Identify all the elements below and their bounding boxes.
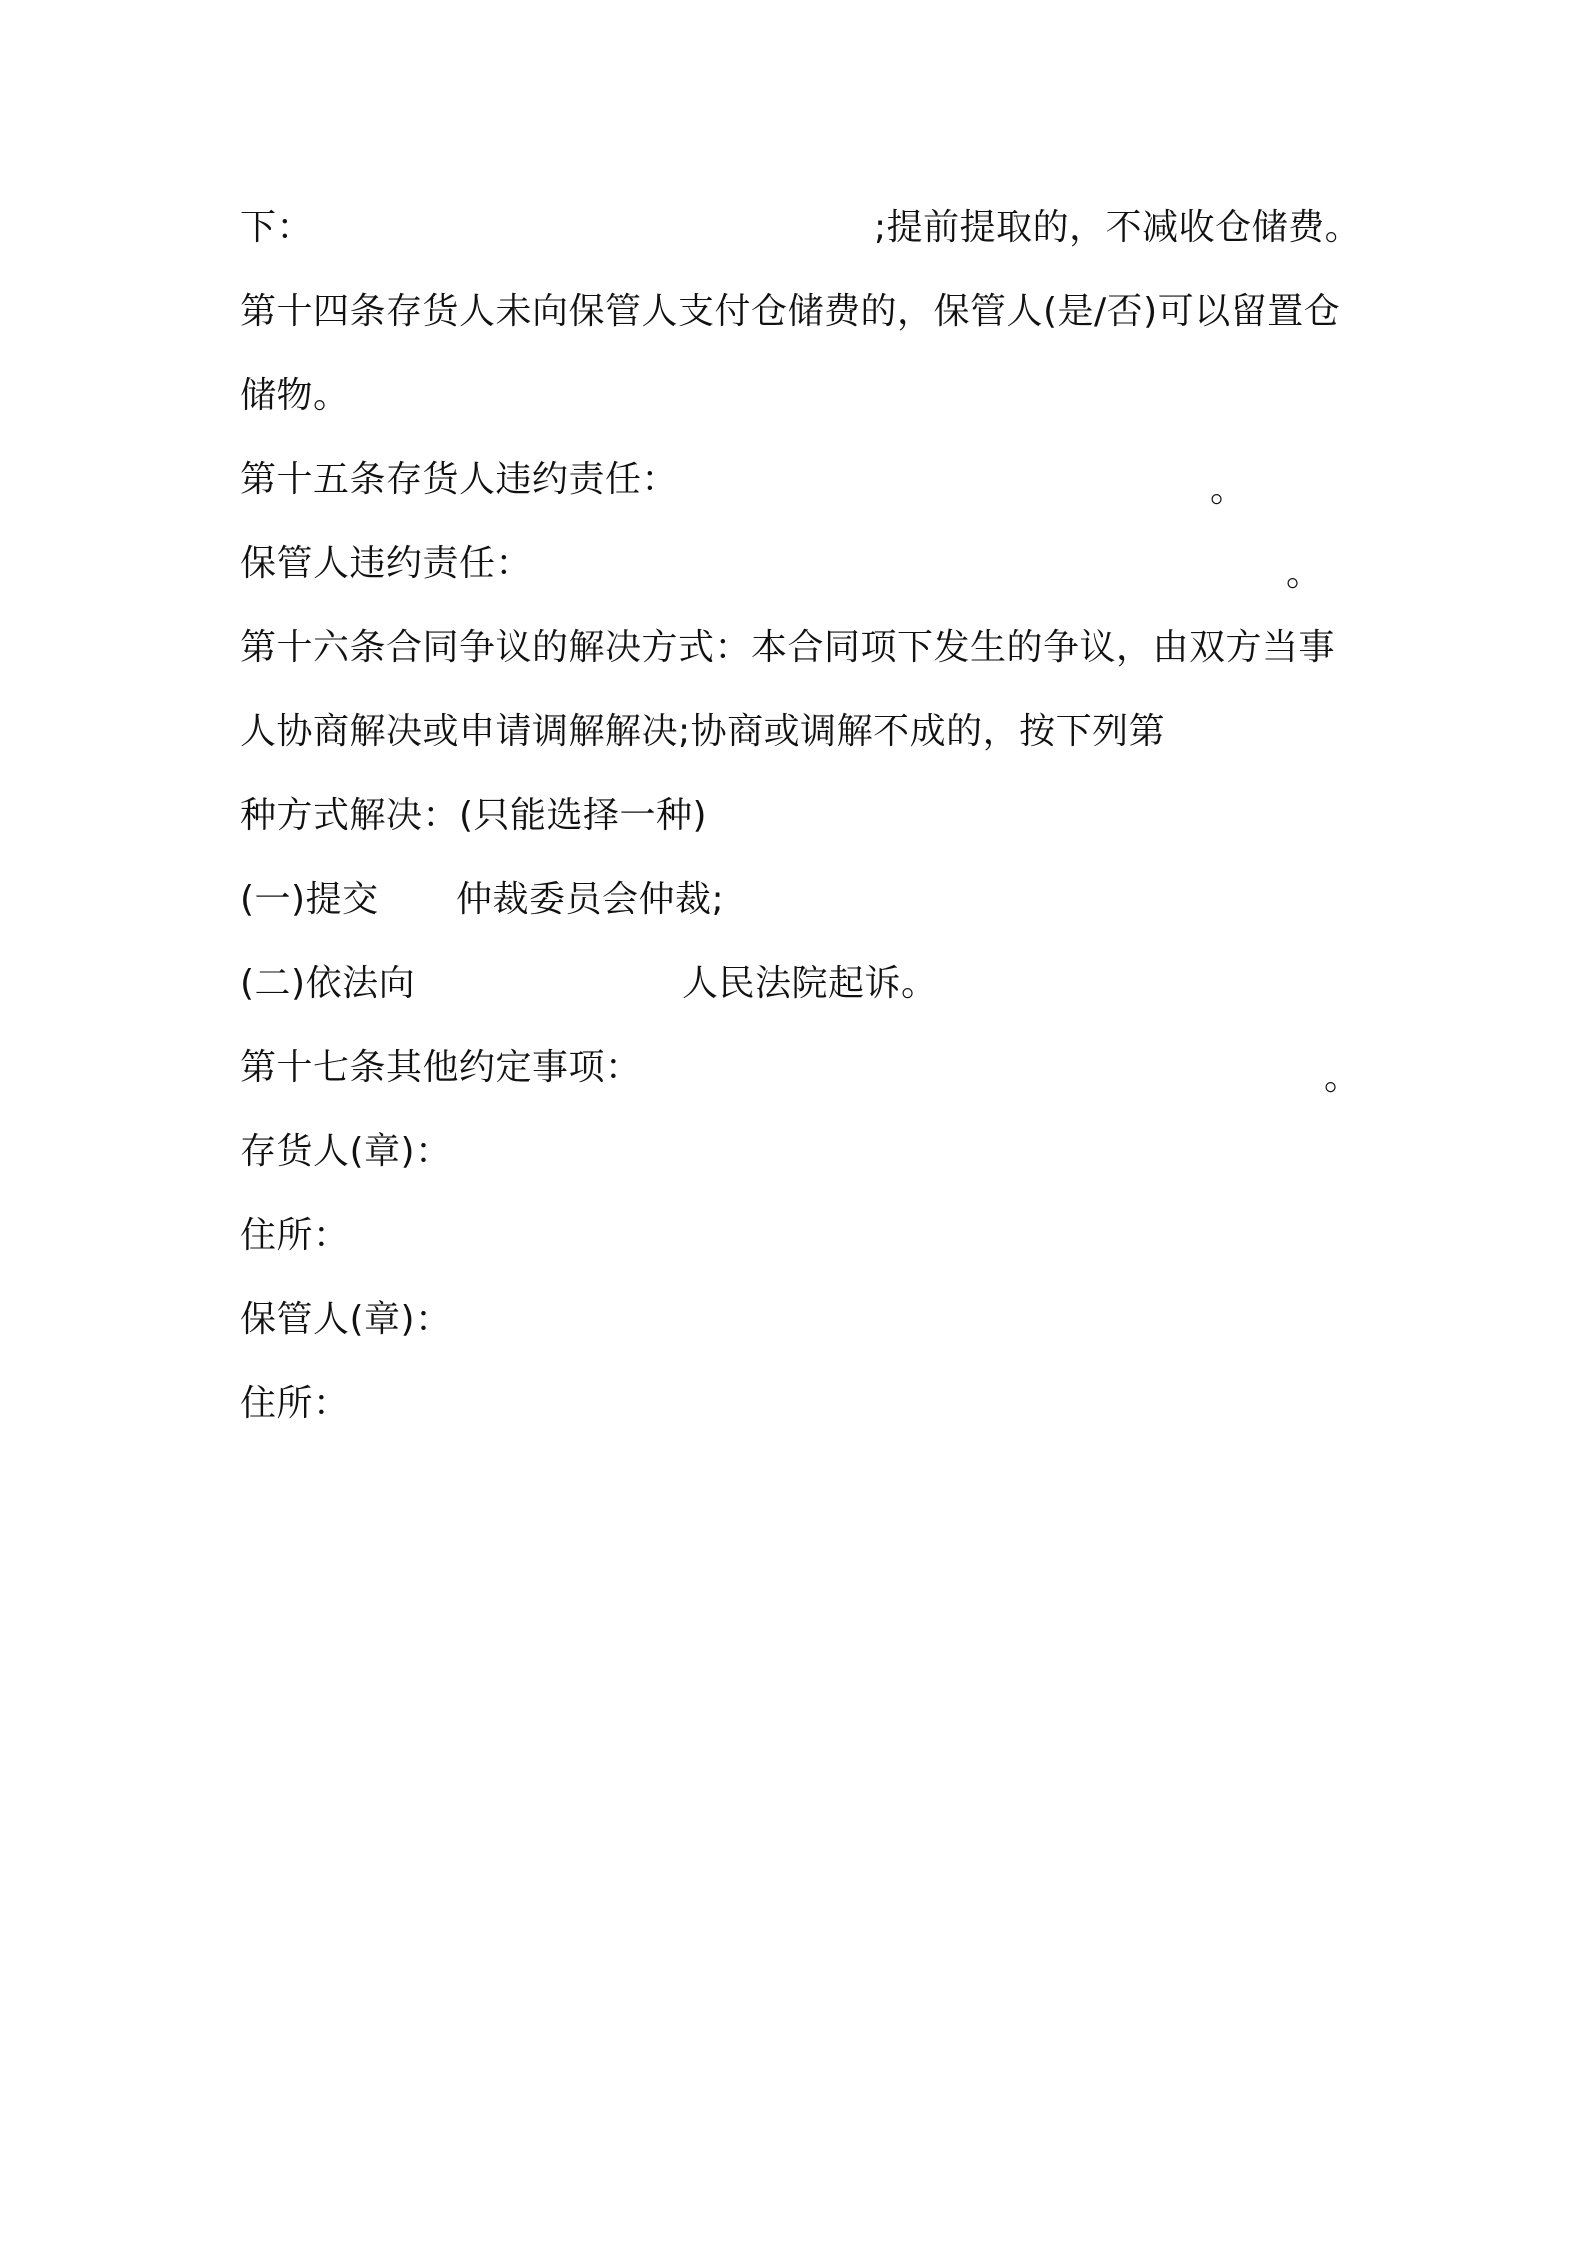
text-segment: 下： [240, 207, 314, 248]
text-segment: (二)依法向 [240, 963, 416, 1004]
text-segment: 人民法院起诉。 [682, 963, 938, 1004]
text-segment: 保管人(章)： [240, 1299, 452, 1340]
text-segment: 。 [1286, 553, 1323, 594]
text-segment: (一)提交 [240, 879, 379, 920]
text-segment: 住所： [240, 1215, 350, 1256]
text-segment: 保管人违约责任： [240, 543, 533, 584]
text-segment: 住所： [240, 1383, 350, 1424]
text-segment: 仲裁委员会仲裁; [456, 879, 725, 920]
text-segment: 第十六条合同争议的解决方式：本合同项下发生的争议，由双方当事 [240, 627, 1336, 668]
text-segment: 。 [1324, 1057, 1361, 1098]
text-segment: 种方式解决：(只能选择一种) [240, 795, 708, 836]
text-segment: 第十七条其他约定事项： [240, 1047, 642, 1088]
text-segment: 。 [1210, 469, 1247, 510]
text-segment: 第十五条存货人违约责任： [240, 459, 679, 500]
text-segment: 人协商解决或申请调解解决;协商或调解不成的，按下列第 [240, 711, 1166, 752]
text-segment: 第十四条存货人未向保管人支付仓储费的，保管人(是/否)可以留置仓 [240, 291, 1341, 332]
text-segment: 储物。 [240, 375, 350, 416]
text-segment: 存货人(章)： [240, 1131, 452, 1172]
text-segment: ;提前提取的，不减收仓储费。 [874, 207, 1362, 248]
